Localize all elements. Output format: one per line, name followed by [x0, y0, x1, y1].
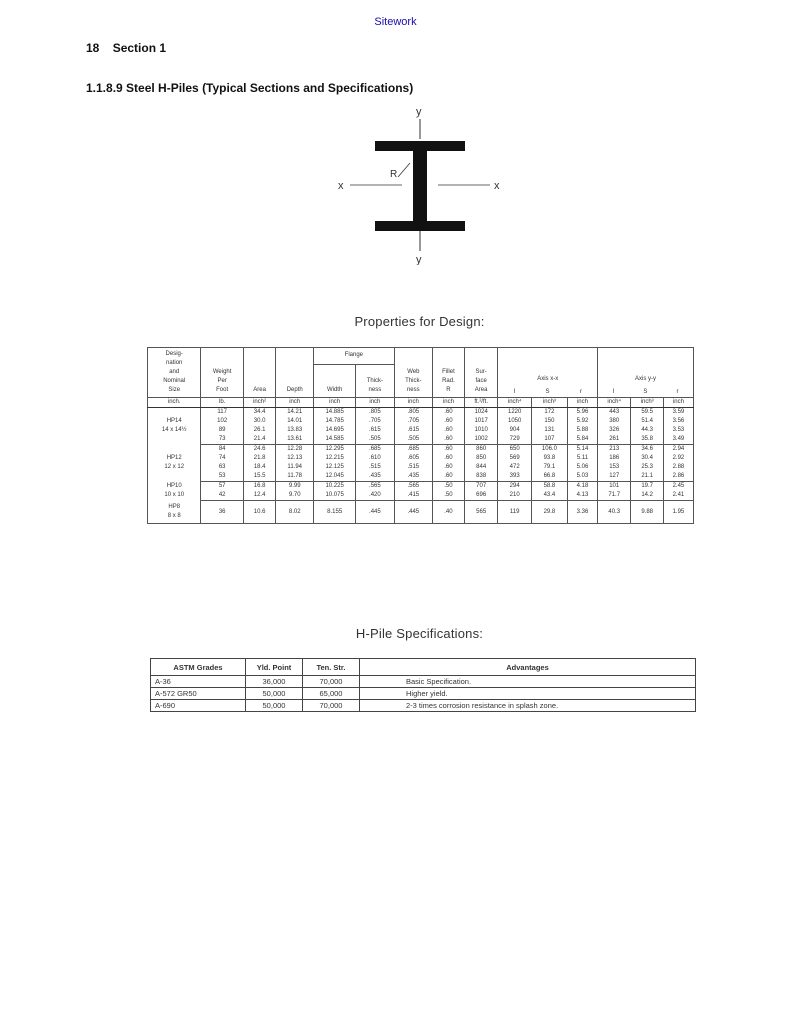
property-cell: .685 [394, 445, 432, 455]
property-cell: .435 [394, 472, 432, 482]
property-row [148, 417, 694, 426]
property-cell: .50 [433, 491, 465, 501]
property-cell: 2.94 [663, 445, 693, 455]
property-cell: 21.1 [631, 472, 663, 482]
property-cell: 1050 [498, 417, 531, 426]
property-cell: 26.1 [243, 426, 275, 435]
property-cell: 16.8 [243, 482, 275, 492]
property-cell: 3.56 [663, 417, 693, 426]
property-cell: 1.95 [663, 501, 693, 524]
property-cell: 127 [597, 472, 630, 482]
unit-cell: inch⁴ [498, 398, 531, 408]
unit-cell: inch [433, 398, 465, 408]
property-cell: .40 [433, 501, 465, 524]
property-cell: 19.7 [631, 482, 663, 492]
property-cell: 261 [597, 435, 630, 445]
property-cell: 729 [498, 435, 531, 445]
property-cell: .610 [356, 454, 394, 463]
property-cell: 40.3 [597, 501, 630, 524]
property-cell: 3.36 [567, 501, 597, 524]
property-cell: 904 [498, 426, 531, 435]
property-cell: 5.03 [567, 472, 597, 482]
property-cell: 3.59 [663, 408, 693, 418]
property-row [148, 491, 694, 501]
section-label: Section 1 [112, 41, 167, 55]
spec-yield: 36,000 [246, 676, 303, 688]
property-cell: 3.49 [663, 435, 693, 445]
property-cell: 10.075 [314, 491, 356, 501]
property-cell: 9.70 [276, 491, 314, 501]
property-cell: .565 [394, 482, 432, 492]
property-cell: .60 [433, 408, 465, 418]
header-axis-xx [498, 348, 598, 398]
property-cell: 102 [201, 417, 243, 426]
page-header [86, 41, 166, 55]
property-cell: 29.8 [531, 501, 567, 524]
property-cell: 13.83 [276, 426, 314, 435]
properties-body [148, 398, 694, 524]
header-width: Width [314, 365, 356, 398]
property-cell: 59.5 [631, 408, 663, 418]
header-fillet: Fillet Rad. R [433, 348, 465, 398]
spec-grade: A-36 [151, 676, 246, 688]
property-cell: 1017 [464, 417, 498, 426]
specifications-title: H-Pile Specifications: [355, 626, 484, 641]
property-cell: 13.61 [276, 435, 314, 445]
property-cell: .60 [433, 445, 465, 455]
header-flange: Flange [314, 348, 394, 365]
property-cell: 4.13 [567, 491, 597, 501]
property-cell: 210 [498, 491, 531, 501]
spec-tensile: 70,000 [303, 676, 360, 688]
header-area: Area [243, 348, 275, 398]
property-cell: 12.125 [314, 463, 356, 472]
property-cell: 696 [464, 491, 498, 501]
spec-row [151, 688, 696, 700]
property-cell: 34.4 [243, 408, 275, 418]
property-cell: 14.21 [276, 408, 314, 418]
property-cell: 43.4 [531, 491, 567, 501]
property-cell: 12.045 [314, 472, 356, 482]
property-cell: .420 [356, 491, 394, 501]
property-cell: 153 [597, 463, 630, 472]
designation-cell: HP10 10 x 10 [148, 482, 201, 501]
property-cell: 74 [201, 454, 243, 463]
unit-cell: inch. [148, 398, 201, 408]
property-cell: 1024 [464, 408, 498, 418]
property-cell: 79.1 [531, 463, 567, 472]
spec-yield: 50,000 [246, 688, 303, 700]
property-cell: .805 [394, 408, 432, 418]
spec-header-advantages: Advantages [360, 659, 696, 676]
property-cell: 5.14 [567, 445, 597, 455]
property-cell: 57 [201, 482, 243, 492]
property-row [148, 501, 694, 524]
spec-advantage: 2-3 times corrosion resistance in splash zone. [360, 700, 696, 712]
property-cell: 5.92 [567, 417, 597, 426]
property-cell: 42 [201, 491, 243, 501]
designation-cell: HP8 8 x 8 [148, 501, 201, 524]
property-cell: 73 [201, 435, 243, 445]
unit-cell: inch⁴ [597, 398, 630, 408]
property-cell: .505 [394, 435, 432, 445]
property-cell: .445 [394, 501, 432, 524]
property-row [148, 454, 694, 463]
unit-cell: inch [314, 398, 356, 408]
property-cell: 12.215 [314, 454, 356, 463]
property-cell: 101 [597, 482, 630, 492]
h-section-shape [375, 141, 465, 231]
property-cell: .445 [356, 501, 394, 524]
property-cell: 380 [597, 417, 630, 426]
property-cell: .60 [433, 435, 465, 445]
property-row [148, 463, 694, 472]
property-cell: 850 [464, 454, 498, 463]
property-cell: .60 [433, 417, 465, 426]
property-cell: .435 [356, 472, 394, 482]
property-cell: 117 [201, 408, 243, 418]
property-cell: 2.45 [663, 482, 693, 492]
property-cell: .60 [433, 472, 465, 482]
property-cell: 66.8 [531, 472, 567, 482]
property-cell: 213 [597, 445, 630, 455]
property-cell: 12.4 [243, 491, 275, 501]
property-cell: .805 [356, 408, 394, 418]
y-axis-bottom-label: y [416, 254, 422, 265]
property-cell: 2.41 [663, 491, 693, 501]
axis-yy-r-label: r [676, 389, 679, 395]
property-cell: 12.13 [276, 454, 314, 463]
property-cell: .60 [433, 454, 465, 463]
radius-label: R [390, 169, 398, 180]
property-cell: 35.8 [631, 435, 663, 445]
spec-advantage: Basic Specification. [360, 676, 696, 688]
axis-xx-i-label: I [513, 389, 516, 395]
property-cell: 844 [464, 463, 498, 472]
property-cell: 63 [201, 463, 243, 472]
spec-row [151, 700, 696, 712]
spec-tensile: 65,000 [303, 688, 360, 700]
property-cell: 1002 [464, 435, 498, 445]
spec-tensile: 70,000 [303, 700, 360, 712]
unit-cell: inch [276, 398, 314, 408]
property-cell: .415 [394, 491, 432, 501]
property-cell: 14.01 [276, 417, 314, 426]
property-cell: 443 [597, 408, 630, 418]
spec-header-grade: ASTM Grades [151, 659, 246, 676]
axis-yy-label: Axis y-y [634, 376, 656, 382]
property-cell: 9.99 [276, 482, 314, 492]
property-cell: .60 [433, 426, 465, 435]
axis-xx-r-label: r [579, 389, 582, 395]
spec-grade: A-690 [151, 700, 246, 712]
property-cell: 5.11 [567, 454, 597, 463]
property-cell: 2.86 [663, 472, 693, 482]
axis-xx-label: Axis x-x [537, 376, 559, 382]
property-row [148, 482, 694, 492]
property-cell: 860 [464, 445, 498, 455]
property-cell: 5.06 [567, 463, 597, 472]
property-cell: 21.4 [243, 435, 275, 445]
property-cell: 11.78 [276, 472, 314, 482]
property-cell: 294 [498, 482, 531, 492]
property-cell: 15.5 [243, 472, 275, 482]
property-cell: .705 [356, 417, 394, 426]
axis-yy-s-label: S [643, 389, 648, 395]
property-cell: 106.0 [531, 445, 567, 455]
property-cell: 2.92 [663, 454, 693, 463]
property-cell: .60 [433, 463, 465, 472]
property-cell: .605 [394, 454, 432, 463]
property-cell: 5.96 [567, 408, 597, 418]
header-depth: Depth [276, 348, 314, 398]
property-cell: 2.88 [663, 463, 693, 472]
property-cell: 10.6 [243, 501, 275, 524]
property-cell: 1220 [498, 408, 531, 418]
h-pile-section-diagram [330, 105, 510, 265]
property-cell: 34.6 [631, 445, 663, 455]
property-cell: 569 [498, 454, 531, 463]
property-cell: 650 [498, 445, 531, 455]
property-cell: 14.585 [314, 435, 356, 445]
property-cell: 472 [498, 463, 531, 472]
y-axis-top-label: y [416, 106, 422, 118]
property-cell: 107 [531, 435, 567, 445]
property-cell: 44.3 [631, 426, 663, 435]
sitework-link[interactable]: Sitework [374, 16, 417, 28]
property-cell: 12.295 [314, 445, 356, 455]
unit-cell: ft.²/ft. [464, 398, 498, 408]
property-cell: 51.4 [631, 417, 663, 426]
property-cell: .50 [433, 482, 465, 492]
property-cell: 14.695 [314, 426, 356, 435]
property-row [148, 408, 694, 418]
property-cell: 186 [597, 454, 630, 463]
property-cell: 93.8 [531, 454, 567, 463]
property-cell: 172 [531, 408, 567, 418]
property-cell: 21.8 [243, 454, 275, 463]
property-cell: .505 [356, 435, 394, 445]
property-cell: 326 [597, 426, 630, 435]
header-thickness: Thick- ness [356, 365, 394, 398]
property-cell: 89 [201, 426, 243, 435]
property-cell: .705 [394, 417, 432, 426]
spec-header-yield: Yld. Point [246, 659, 303, 676]
property-cell: 3.53 [663, 426, 693, 435]
unit-cell: inch [356, 398, 394, 408]
property-cell: 8.155 [314, 501, 356, 524]
property-cell: 14.2 [631, 491, 663, 501]
property-row [148, 445, 694, 455]
property-cell: 58.8 [531, 482, 567, 492]
header-designation: Desig- nation and Nominal Size [148, 348, 201, 398]
property-cell: 9.88 [631, 501, 663, 524]
property-cell: 119 [498, 501, 531, 524]
top-nav [0, 16, 791, 28]
property-cell: 131 [531, 426, 567, 435]
property-cell: 24.6 [243, 445, 275, 455]
property-cell: 30.0 [243, 417, 275, 426]
property-cell: 150 [531, 417, 567, 426]
property-cell: .615 [356, 426, 394, 435]
x-axis-left-label: x [338, 180, 344, 192]
page-number: 18 [86, 41, 100, 55]
property-cell: 18.4 [243, 463, 275, 472]
unit-cell: inch [567, 398, 597, 408]
property-cell: 8.02 [276, 501, 314, 524]
unit-cell: inch [394, 398, 432, 408]
designation-cell: HP12 12 x 12 [148, 445, 201, 482]
property-cell: .515 [394, 463, 432, 472]
property-cell: .565 [356, 482, 394, 492]
x-axis-right-label: x [494, 180, 500, 192]
designation-cell: HP14 14 x 14½ [148, 408, 201, 445]
property-row [148, 435, 694, 445]
unit-cell: inch² [243, 398, 275, 408]
property-cell: 565 [464, 501, 498, 524]
unit-cell: inch³ [631, 398, 663, 408]
property-cell: .515 [356, 463, 394, 472]
unit-cell: lb. [201, 398, 243, 408]
property-cell: 36 [201, 501, 243, 524]
property-cell: 11.94 [276, 463, 314, 472]
property-cell: .615 [394, 426, 432, 435]
header-axis-yy [597, 348, 693, 398]
section-title: 1.1.8.9 Steel H-Piles (Typical Sections and Specifications) [86, 81, 414, 95]
properties-table [147, 347, 694, 524]
property-cell: 53 [201, 472, 243, 482]
property-row [148, 472, 694, 482]
property-cell: 10.225 [314, 482, 356, 492]
spec-grade: A-572 GR50 [151, 688, 246, 700]
axis-xx-s-label: S [545, 389, 550, 395]
spec-yield: 50,000 [246, 700, 303, 712]
unit-cell: inch [663, 398, 693, 408]
properties-title: Properties for Design: [354, 314, 485, 329]
spec-row [151, 676, 696, 688]
property-cell: 71.7 [597, 491, 630, 501]
spec-header-tensile: Ten. Str. [303, 659, 360, 676]
property-cell: 5.88 [567, 426, 597, 435]
spec-advantage: Higher yield. [360, 688, 696, 700]
property-row [148, 426, 694, 435]
property-cell: 14.785 [314, 417, 356, 426]
property-cell: .685 [356, 445, 394, 455]
property-cell: 84 [201, 445, 243, 455]
property-cell: 393 [498, 472, 531, 482]
property-cell: 1010 [464, 426, 498, 435]
property-cell: 12.28 [276, 445, 314, 455]
unit-cell: inch³ [531, 398, 567, 408]
property-cell: 4.18 [567, 482, 597, 492]
units-row [148, 398, 694, 408]
property-cell: 707 [464, 482, 498, 492]
radius-leader-line [398, 163, 410, 177]
property-cell: 14.885 [314, 408, 356, 418]
header-surface: Sur- face Area [464, 348, 498, 398]
property-cell: 5.84 [567, 435, 597, 445]
property-cell: 25.3 [631, 463, 663, 472]
property-cell: 30.4 [631, 454, 663, 463]
header-weight: Weight Per Foot [201, 348, 243, 398]
specifications-table [150, 658, 696, 712]
header-web: Web Thick- ness [394, 348, 432, 398]
axis-yy-i-label: I [612, 389, 615, 395]
property-cell: 838 [464, 472, 498, 482]
